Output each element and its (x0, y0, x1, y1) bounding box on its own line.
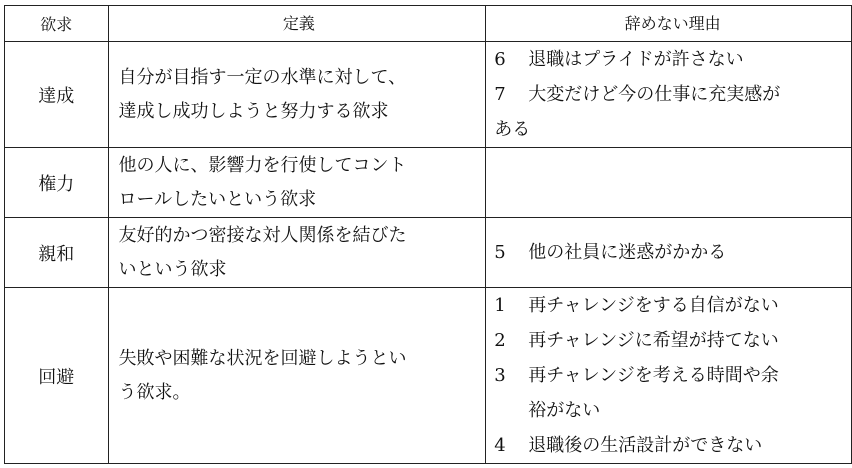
header-definition: 定義 (108, 6, 486, 42)
definition-line: 達成し成功しようと努力する欲求 (118, 100, 389, 122)
reason-number: 5 (494, 242, 506, 263)
need-cell: 回避 (5, 288, 109, 464)
definition-line: う欲求。 (118, 381, 191, 403)
reason-number: 2 (494, 330, 506, 351)
reason-text: 再チャレンジをする自信がない (528, 295, 779, 316)
definition-line: 他の人に、影響力を行使してコント (118, 154, 407, 176)
definition-line: 失敗や困難な状況を回避しようとい (118, 347, 407, 369)
reason-text: 他の社員に迷惑がかかる (528, 242, 727, 263)
reason-item (494, 235, 851, 270)
need-cell: 権力 (5, 148, 109, 218)
reason-text-line: 裕がない (528, 400, 601, 421)
header-row (5, 6, 852, 42)
header-need: 欲求 (5, 6, 109, 42)
table-row (5, 288, 852, 464)
reason-item (494, 77, 851, 112)
table-row (5, 42, 852, 148)
definition-cell (108, 42, 486, 148)
definition-line: 友好的かつ密接な対人関係を結びた (118, 224, 407, 246)
header-reasons: 辞めない理由 (486, 6, 852, 42)
reason-text-line: 再チャレンジを考える時間や余 (528, 365, 779, 386)
reason-text: 大変だけど今の仕事に充実感が (528, 84, 781, 105)
needs-table (4, 5, 852, 464)
need-cell: 親和 (5, 218, 109, 288)
reason-number: 1 (494, 295, 506, 316)
definition-cell (108, 288, 486, 464)
reason-text: 再チャレンジに希望が持てない (528, 330, 779, 351)
reasons-cell (486, 288, 852, 464)
reasons-cell (486, 42, 852, 148)
reason-text-continuation: ある (494, 119, 531, 140)
reason-number: 6 (494, 49, 506, 70)
definition-line: いという欲求 (118, 258, 227, 280)
need-cell: 達成 (5, 42, 109, 148)
reason-number: 4 (494, 435, 506, 456)
reason-item (494, 358, 851, 428)
definition-cell (108, 218, 486, 288)
table-row (5, 218, 852, 288)
reasons-cell-empty (486, 148, 852, 218)
reason-number: 3 (494, 365, 506, 386)
reasons-cell (486, 218, 852, 288)
reason-item (494, 288, 851, 323)
definition-line: ロールしたいという欲求 (118, 188, 317, 210)
reason-text (528, 358, 851, 428)
reason-number: 7 (494, 84, 506, 105)
reason-text: 退職はプライドが許さない (528, 49, 744, 70)
reason-text: 退職後の生活設計ができない (528, 435, 763, 456)
reason-item (494, 428, 851, 463)
reason-item (494, 323, 851, 358)
definition-line: 自分が目指す一定の水準に対して、 (118, 66, 407, 88)
reason-item (494, 42, 851, 77)
definition-cell (108, 148, 486, 218)
table-row (5, 148, 852, 218)
